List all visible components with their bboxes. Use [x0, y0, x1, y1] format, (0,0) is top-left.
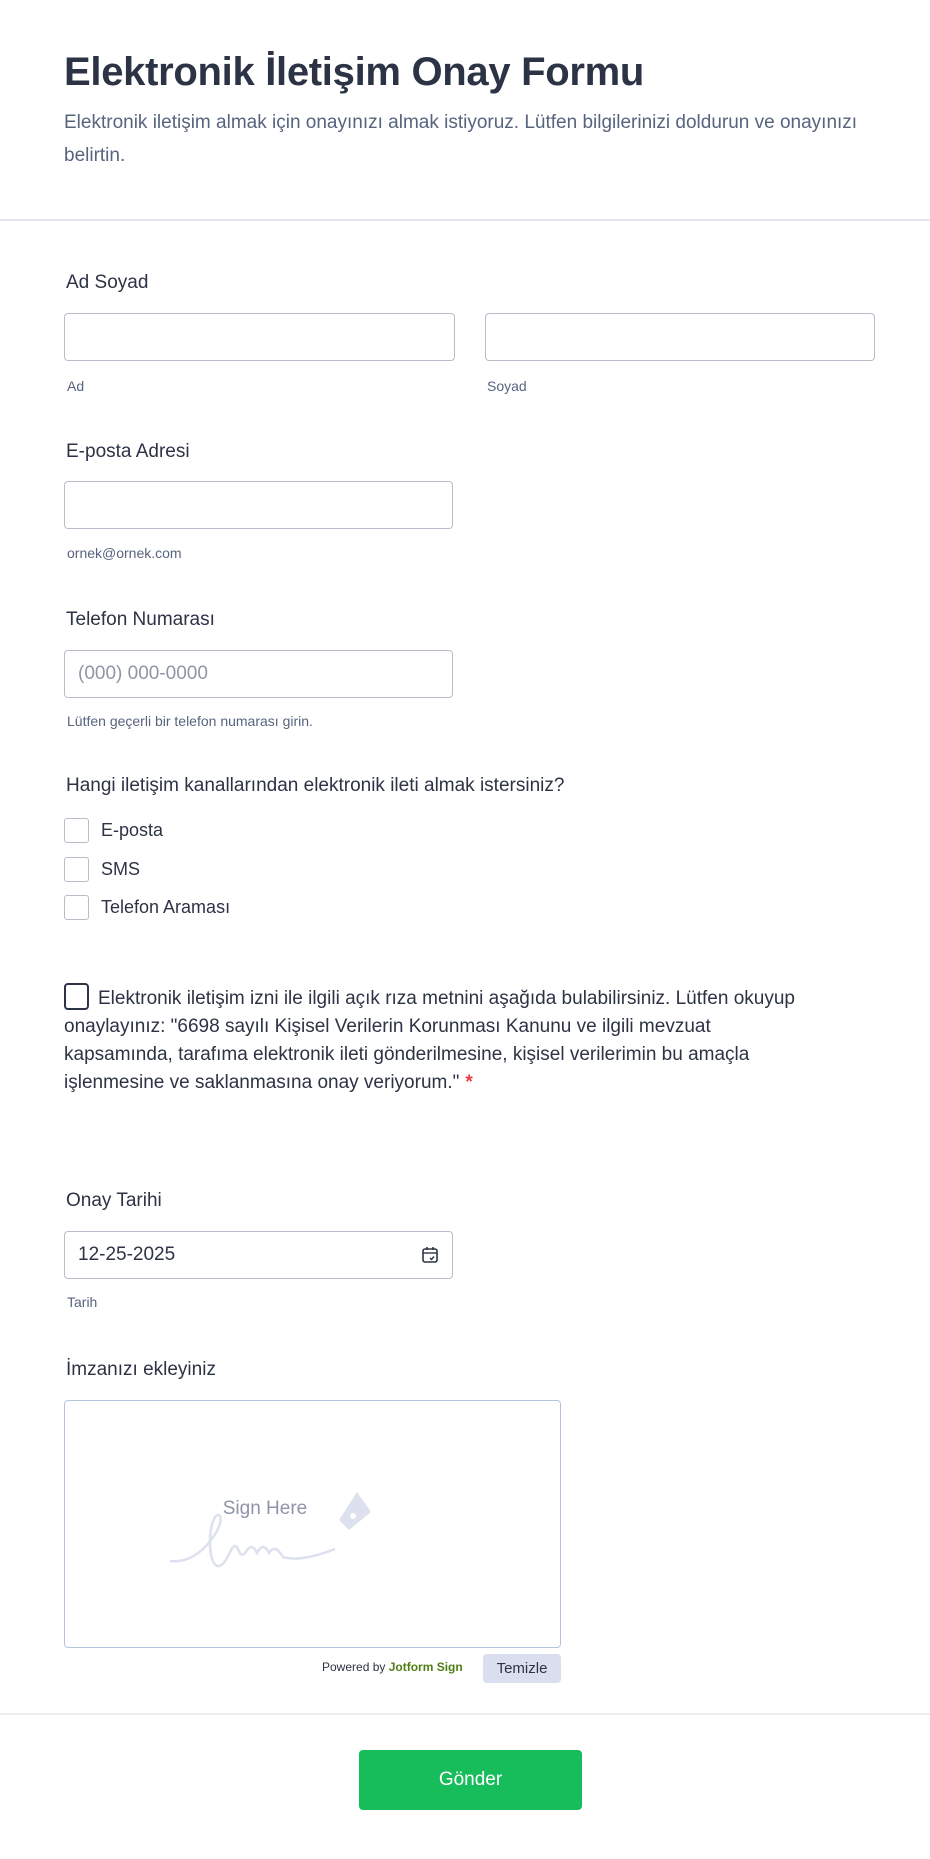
date-value: 12-25-2025 [78, 1244, 176, 1265]
last-name-input[interactable] [485, 313, 875, 361]
checkbox-sms[interactable] [64, 857, 89, 882]
sign-here-text: Sign Here [222, 1498, 308, 1519]
checkbox-sms-label[interactable]: SMS [101, 859, 141, 879]
required-mark: * [465, 1072, 473, 1093]
checkbox-phone-call[interactable] [64, 895, 89, 920]
phone-sublabel: Lütfen geçerli bir telefon numarası girin. [67, 713, 313, 729]
jotform-sign-link[interactable]: Jotform Sign [388, 1660, 463, 1674]
phone-input[interactable] [64, 650, 453, 698]
checkbox-email-label[interactable]: E-posta [101, 820, 164, 840]
header-divider [0, 219, 930, 221]
page-description: Elektronik iletişim almak için onayınızı almak istiyoruz. Lütfen bilgilerinizi doldurun ve onayınızı belirtin. [64, 112, 858, 166]
first-name-input[interactable] [64, 313, 455, 361]
pen-icon [335, 1490, 375, 1532]
name-label: Ad Soyad [66, 272, 149, 293]
page-title: Elektronik İletişim Onay Formu [64, 50, 645, 94]
signature-label: İmzanızı ekleyiniz [66, 1359, 216, 1380]
email-sublabel: ornek@ornek.com [67, 545, 182, 561]
date-sublabel: Tarih [67, 1294, 98, 1310]
channels-question: Hangi iletişim kanallarından elektronik ileti almak istersiniz? [66, 775, 565, 796]
footer-divider [0, 1713, 930, 1715]
submit-button[interactable]: Gönder [359, 1750, 582, 1810]
powered-by [322, 1660, 463, 1674]
date-label: Onay Tarihi [66, 1190, 162, 1211]
consent-text: Elektronik iletişim izni ile ilgili açık rıza metnini aşağıda bulabilirsiniz. Lütfen okuyup onaylayınız: "6698 sayılı Kişisel Verilerin Korunması Kanunu ve ilgili mevzuat kapsamında, tarafıma elektronik ileti gönderilmesine, kişisel verilerimin bu amaçla işlenmesine ve saklanmasına onay veriyorum." [64, 988, 795, 1093]
powered-by-text: Powered by [322, 1660, 386, 1674]
checkbox-email[interactable] [64, 818, 89, 843]
consent-checkbox[interactable] [64, 983, 89, 1010]
phone-placeholder: (000) 000-0000 [78, 663, 208, 684]
email-input[interactable] [64, 481, 453, 529]
checkbox-phone-call-label[interactable]: Telefon Araması [101, 897, 231, 917]
signature-pad[interactable] [64, 1400, 561, 1648]
first-name-sublabel: Ad [67, 378, 85, 394]
calendar-icon[interactable] [421, 1246, 439, 1264]
phone-label: Telefon Numarası [66, 609, 215, 630]
date-input[interactable] [64, 1231, 453, 1279]
consent-field [64, 983, 804, 1097]
last-name-sublabel: Soyad [487, 378, 527, 394]
email-label: E-posta Adresi [66, 441, 190, 462]
clear-signature-button[interactable]: Temizle [483, 1654, 561, 1683]
